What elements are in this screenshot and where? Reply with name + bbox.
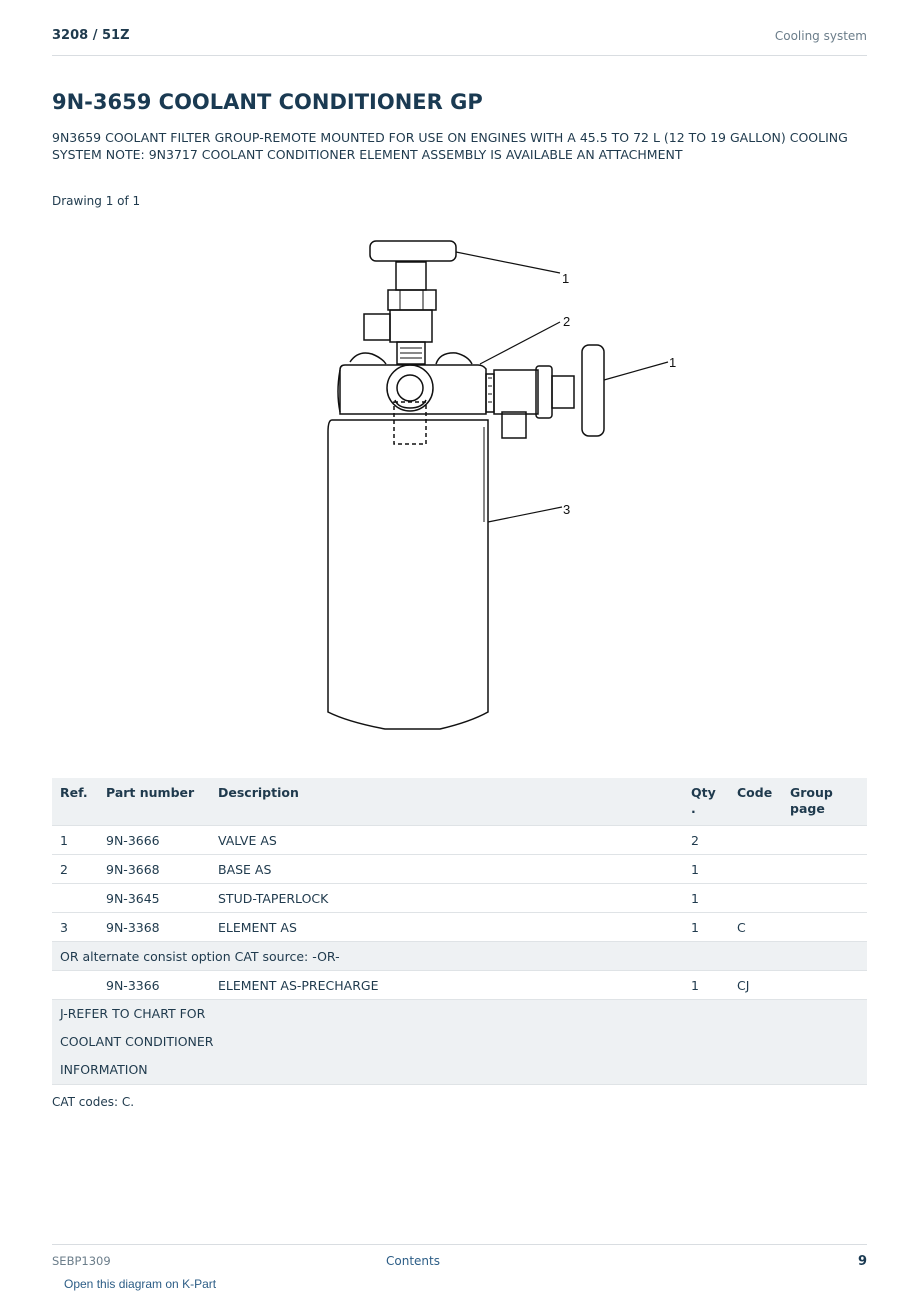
ref-cell <box>52 971 98 1000</box>
side-valve-handle-drawing <box>582 345 604 436</box>
alternate-option-note: OR alternate consist option CAT source: -OR- <box>52 942 867 971</box>
refer-note-line: J-REFER TO CHART FOR <box>60 1006 206 1021</box>
description-cell: VALVE AS <box>210 826 683 855</box>
qty-cell: 1 <box>683 913 729 942</box>
part-number-cell: 9N-3368 <box>98 913 210 942</box>
coolant-conditioner-diagram <box>240 222 680 742</box>
group-page-cell <box>782 913 867 942</box>
model-label: 3208 / 51Z <box>52 28 130 43</box>
page-footer <box>52 1244 867 1275</box>
page-title: 9N-3659 COOLANT CONDITIONER GP <box>52 90 483 114</box>
code-column-header: Code <box>729 778 782 826</box>
description-cell: ELEMENT AS <box>210 913 683 942</box>
drawing-label: Drawing 1 of 1 <box>52 194 141 208</box>
group-page-cell <box>782 971 867 1000</box>
callout-label: 2 <box>563 314 571 329</box>
callout-label: 3 <box>563 502 571 517</box>
callout-label: 1 <box>669 355 677 370</box>
qty-cell: 1 <box>683 855 729 884</box>
cat-codes: CAT codes: C. <box>52 1095 135 1109</box>
qty-column-header: Qty . <box>683 778 729 826</box>
code-cell: CJ <box>729 971 782 1000</box>
code-cell <box>729 826 782 855</box>
top-valve-handle-drawing <box>370 241 456 261</box>
contents-link[interactable]: Contents <box>386 1254 440 1268</box>
qty-cell: 1 <box>683 971 729 1000</box>
part-number-cell: 9N-3366 <box>98 971 210 1000</box>
group-page-cell <box>782 884 867 913</box>
table-row <box>52 855 867 884</box>
section-label: Cooling system <box>774 29 867 43</box>
refer-note-line: COOLANT CONDITIONER <box>60 1034 214 1049</box>
alternate-option-note-row <box>52 942 867 971</box>
group-page-cell <box>782 855 867 884</box>
ref-cell <box>52 884 98 913</box>
description-cell: BASE AS <box>210 855 683 884</box>
filter-element-drawing <box>328 420 488 729</box>
table-header-row <box>52 778 867 826</box>
part-number-cell: 9N-3668 <box>98 855 210 884</box>
description-cell: STUD-TAPERLOCK <box>210 884 683 913</box>
refer-note <box>52 1000 867 1085</box>
description-column-header: Description <box>210 778 683 826</box>
qty-cell: 1 <box>683 884 729 913</box>
refer-note-row <box>52 1000 867 1085</box>
part-number-cell: 9N-3666 <box>98 826 210 855</box>
parts-table <box>52 778 867 1085</box>
code-cell <box>729 884 782 913</box>
ref-cell: 1 <box>52 826 98 855</box>
table-row <box>52 884 867 913</box>
code-cell <box>729 855 782 884</box>
refer-note-line: INFORMATION <box>60 1062 148 1077</box>
base-drawing <box>340 365 486 414</box>
page-number: 9 <box>857 1254 867 1269</box>
part-number-cell: 9N-3645 <box>98 884 210 913</box>
group-page-cell <box>782 826 867 855</box>
description-cell: ELEMENT AS-PRECHARGE <box>210 971 683 1000</box>
page-header <box>52 28 867 56</box>
group-description: 9N3659 COOLANT FILTER GROUP-REMOTE MOUNTED FOR USE ON ENGINES WITH A 45.5 TO 72 L (12 TO 19 GALLON) COOLING SYSTEM NOTE: 9N3717 COOLANT CONDITIONER ELEMENT ASSEMBLY IS AVAILABLE AN ATTACHMENT <box>52 130 848 162</box>
table-row <box>52 913 867 942</box>
part-number-column-header: Part number <box>98 778 210 826</box>
ref-cell: 2 <box>52 855 98 884</box>
table-row <box>52 826 867 855</box>
ref-column-header: Ref. <box>52 778 98 826</box>
kpart-link[interactable]: Open this diagram on K-Part <box>64 1277 217 1291</box>
table-row <box>52 971 867 1000</box>
group-page-column-header: Group page <box>782 778 867 826</box>
qty-cell: 2 <box>683 826 729 855</box>
code-cell: C <box>729 913 782 942</box>
callout-label: 1 <box>562 271 570 286</box>
ref-cell: 3 <box>52 913 98 942</box>
document-id: SEBP1309 <box>52 1254 111 1268</box>
